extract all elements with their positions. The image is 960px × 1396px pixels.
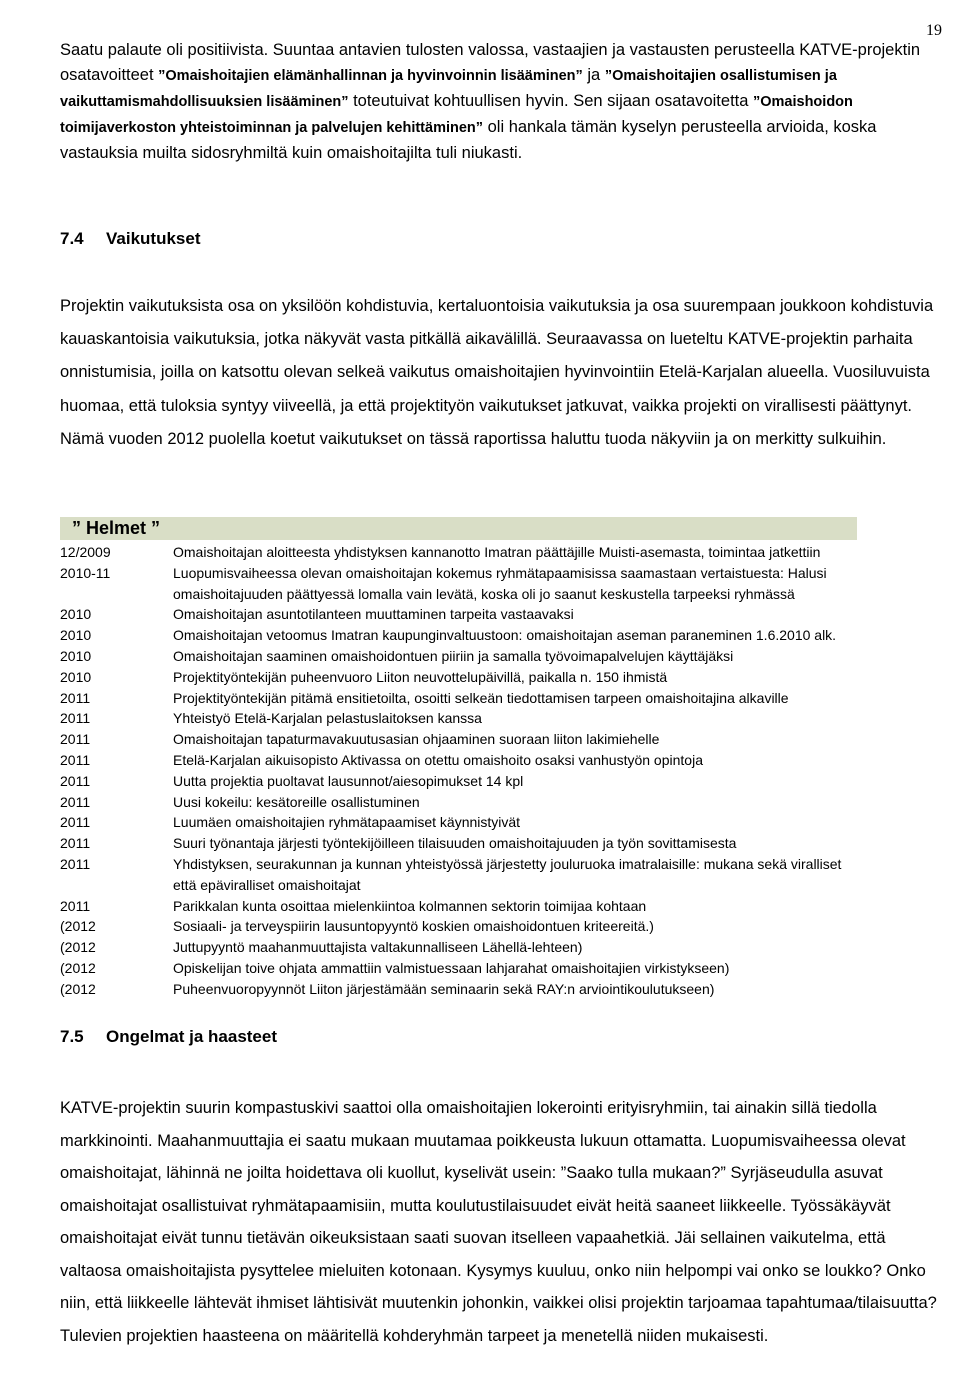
- list-item-text: Opiskelijan toive ohjata ammattiin valmistuessaan lahjarahat omaishoitajien virkistykseen): [173, 959, 730, 976]
- section-heading-7-5: [60, 1027, 940, 1047]
- list-item: [60, 854, 940, 875]
- list-item-text: Etelä-Karjalan aikuisopisto Aktivassa on otettu omaishoito osaksi vanhustyön opintoja: [173, 751, 703, 768]
- list-item-text: Omaishoitajan saaminen omaishoidontuen piiriin ja samalla työvoimapalvelujen käyttäjäksi: [173, 647, 734, 664]
- list-item-text: Omaishoitajan tapaturmavakuutusasian ohjaaminen suoraan liiton lakimiehelle: [173, 731, 660, 748]
- goal-3: ”Omaishoidon toimijaverkoston yhteistoiminnan ja palvelujen kehittäminen”: [60, 94, 853, 136]
- list-item-text: omaishoitajuuden päättyessä lomalla vain levätä, koska oli jo saanut keskustella tarpeeksi ryhmässä: [173, 585, 795, 602]
- list-item: [60, 542, 940, 563]
- list-item-year: 2011: [60, 710, 91, 727]
- intro-paragraph: [60, 38, 940, 166]
- intro-text-4: oli hankala tämän kyselyn perusteella arvioida, koska vastauksia muilta sidosryhmiltä kuin omaishoitajilta tuli niukasti.: [60, 118, 877, 162]
- list-item-year: (2012: [60, 980, 96, 997]
- list-item: [60, 812, 940, 833]
- list-item: [60, 646, 940, 667]
- list-item-year: 2011: [60, 793, 91, 810]
- list-item: [60, 708, 940, 729]
- list-item: [60, 916, 940, 937]
- list-item-year: (2012: [60, 918, 96, 935]
- list-item-text: että epäviralliset omaishoitajat: [173, 876, 361, 893]
- list-item: [60, 771, 940, 792]
- list-item-text: Projektityöntekijän pitämä ensitietoilta, osoitti selkeän tiedottamisen tarpeen omaishoitajina alkaville: [173, 689, 789, 706]
- helmet-heading-bar: [60, 517, 857, 540]
- section-number: 7.5: [60, 1027, 84, 1046]
- list-item: [60, 563, 940, 584]
- list-item-year: 12/2009: [60, 544, 111, 560]
- list-item-year: [60, 584, 173, 605]
- list-item-text: Uutta projektia puoltavat lausunnot/aiesopimukset 14 kpl: [173, 772, 524, 789]
- intro-text-2: ja: [582, 66, 605, 84]
- intro-text-1: Saatu palaute oli positiivista. Suuntaa antavien tulosten valossa, vastaajien ja vastausten perusteella KATVE-projektin osatavoitteet: [60, 41, 921, 84]
- section-title: Vaikutukset: [106, 229, 201, 248]
- list-item-year: 2011: [60, 731, 91, 748]
- list-item-year: 2011: [60, 772, 91, 789]
- list-item-text: Omaishoitajan aloitteesta yhdistyksen kannanotto Imatran päättäjille Muisti-asemasta, toimintaa jatkettiin: [173, 544, 821, 560]
- intro-text-3: toteutuivat kohtuullisen hyvin. Sen sijaan osatavoitetta: [348, 92, 753, 110]
- helmet-heading: ” Helmet ”: [72, 518, 161, 538]
- list-item: [60, 958, 940, 979]
- list-item-year: 2010: [60, 668, 92, 685]
- list-item-text: Sosiaali- ja terveyspiirin lausuntopyyntö koskien omaishoidontuen kriteereitä.): [173, 918, 654, 935]
- page-number: 19: [926, 22, 942, 39]
- list-item: [60, 604, 940, 625]
- list-item-year: 2010-11: [60, 564, 111, 581]
- section-heading-7-4: [60, 229, 940, 249]
- section-7-4-text: Projektin vaikutuksista osa on yksilöön kohdistuvia, kertaluontoisia vaikutuksia ja osa suurempaan joukkoon kohdistuvia kauaskantoisia vaikutuksia, jotka näkyvät vasta pitkällä aikavälillä. Seuraavassa on lueteltu KATVE-projektin parhaita onnistumisia, joilla on katsottu olevan selkeä vaikutus omaishoitajien hyvinvointiin Etelä-Karjalan alueella. Vuosiluvuista huomaa, että tuloksia syntyy viiveellä, ja että projektityön vaikutukset jatkuvat, vaikka projekti on virallisesti päättynyt. Nämä vuoden 2012 puolella koetut vaikutukset on tässä raportissa haluttu tuoda näkyviin ja on merkitty sulkuihin.: [60, 297, 934, 448]
- list-item-year: 2010: [60, 647, 92, 664]
- helmet-list: [60, 542, 940, 1000]
- list-item-text: Omaishoitajan vetoomus Imatran kaupunginvaltuustoon: omaishoitajan aseman paraneminen 1.6.2010 alk.: [173, 627, 837, 644]
- list-item-year: 2011: [60, 689, 91, 706]
- list-item-text: Yhdistyksen, seurakunnan ja kunnan yhteistyössä järjestetty jouluruoka imatralaisille: mukana sekä viralliset: [173, 855, 842, 872]
- list-item: [60, 896, 940, 917]
- list-item: [60, 937, 940, 958]
- section-number: 7.4: [60, 229, 84, 248]
- list-item-year: 2011: [60, 897, 91, 914]
- list-item-text: Parikkalan kunta osoittaa mielenkiintoa kolmannen sektorin toimijaa kohtaan: [173, 897, 647, 914]
- list-item: [60, 792, 940, 813]
- list-item-text: Luopumisvaiheessa olevan omaishoitajan kokemus ryhmätapaamisissa saamastaan vertaistuesta: Halusi: [173, 564, 827, 581]
- list-item-year: 2011: [60, 751, 91, 768]
- list-item-text: Uusi kokeilu: kesätoreille osallistuminen: [173, 793, 420, 810]
- list-item: [60, 688, 940, 709]
- list-item-year: (2012: [60, 939, 96, 956]
- list-item-year: 2011: [60, 814, 91, 831]
- list-item-text: Yhteistyö Etelä-Karjalan pelastuslaitoksen kanssa: [173, 710, 482, 727]
- list-item-text: Projektityöntekijän puheenvuoro Liiton neuvottelupäivillä, paikalla n. 150 ihmistä: [173, 668, 668, 685]
- section-7-5-text: KATVE-projektin suurin kompastuskivi saattoi olla omaishoitajien lokerointi erityisryhmiin, tai ainakin sillä tiedolla markkinointi. Maahanmuuttajia ei saatu mukaan muutamaa poikkeusta lukuun ottamatta. Luopumisvaiheessa olevat omaishoitajat, lähinnä ne joilta hoidettava oli kuollut, kyselivät usein: ”Saako tulla mukaan?” Syrjäseudulla asuvat omaishoitajat osallistuivat ryhmätapaamisiin, mutta koulutustilaisuudet eivät heitä saaneet liikkeelle. Työssäkäyvät omaishoitajat eivät tunnu tietävän oikeuksistaan saati suovan itselleen vapaahetkiä. Jäi sellainen vaikutelma, että valtaosa omaishoitajista pysyttelee mieluiten kotonaan. Kysymys kuuluu, onko niin helpompi vai onko se loukko? Onko niin, että liikkeelle lähtevät ihmiset lähtisivät muutenkin johonkin, vaikkei olisi projektin tarjoamaa tapahtumaa/tilaisuutta? Tulevien projektien haasteena on määritellä kohderyhmän tarpeet ja menetellä niiden mukaisesti.: [60, 1099, 937, 1345]
- list-item: [60, 729, 940, 750]
- list-item: [60, 667, 940, 688]
- list-item-text: Juttupyyntö maahanmuuttajista valtakunnalliseen Lähellä-lehteen): [173, 939, 583, 956]
- goal-1: ”Omaishoitajien elämänhallinnan ja hyvinvoinnin lisääminen”: [158, 68, 583, 84]
- goal-2: ”Omaishoitajien osallistumisen ja vaikuttamismahdollisuuksien lisääminen”: [60, 68, 837, 110]
- list-item: [60, 979, 940, 1000]
- list-item-text: Luumäen omaishoitajien ryhmätapaamiset käynnistyivät: [173, 814, 521, 831]
- list-item-year: 2010: [60, 627, 92, 644]
- list-item-year: [60, 875, 173, 896]
- list-item-year: 2010: [60, 606, 92, 623]
- list-item-year: 2011: [60, 835, 91, 852]
- section-title: Ongelmat ja haasteet: [106, 1027, 278, 1046]
- list-item-year: 2011: [60, 855, 91, 872]
- list-item: [60, 625, 940, 646]
- list-item: [60, 875, 940, 896]
- list-item: [60, 584, 940, 605]
- list-item: [60, 833, 940, 854]
- list-item-year: (2012: [60, 959, 96, 976]
- list-item: [60, 750, 940, 771]
- list-item-text: Suuri työnantaja järjesti työntekijöilleen tilaisuuden omaishoitajuuden ja työn sovittamisesta: [173, 835, 737, 852]
- list-item-text: Puheenvuoropyynnöt Liiton järjestämään seminaarin sekä RAY:n arviointikoulutukseen): [173, 980, 715, 997]
- list-item-text: Omaishoitajan asuntotilanteen muuttaminen tarpeita vastaavaksi: [173, 606, 574, 623]
